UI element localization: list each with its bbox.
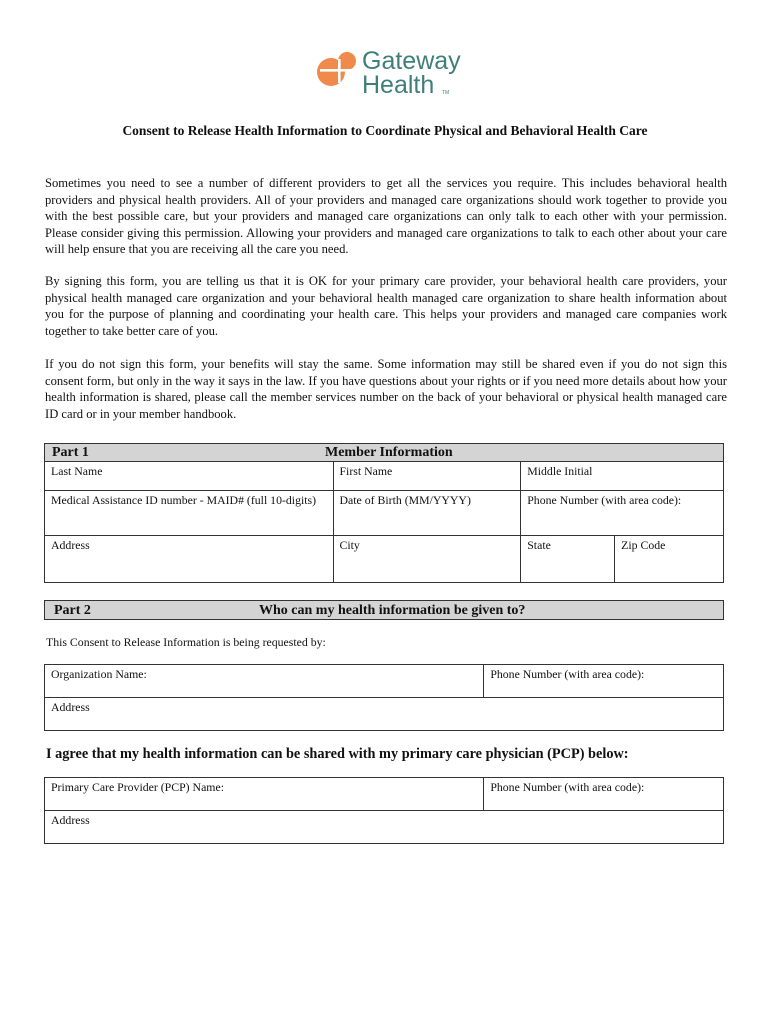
pcp-agreement-heading: I agree that my health information can be shared with my primary care physician (PCP) below:	[46, 746, 629, 762]
logo-word-gateway: Gateway	[362, 47, 461, 75]
not-signing-paragraph: If you do not sign this form, your benefits will stay the same. Some information may still be shared even if you do not sign this consent form, but only in the way it says in the law. If you have questions about your rights or if you need more details about how your health information is shared, please call the member services number on the back of your behavioral or physical health managed care ID card or in your member handbook.	[45, 357, 727, 421]
pcp-table	[44, 777, 724, 844]
logo-circle-small	[338, 52, 356, 70]
last-name-field[interactable]: Last Name	[45, 462, 334, 491]
part2-label: Part 2	[54, 603, 91, 618]
pcp-address-field[interactable]: Address	[45, 811, 724, 844]
logo-word-health: Health	[362, 71, 435, 99]
organization-table	[44, 664, 724, 731]
part1-title: Member Information	[325, 445, 453, 460]
dob-field[interactable]: Date of Birth (MM/YYYY)	[333, 491, 521, 536]
member-phone-field[interactable]: Phone Number (with area code):	[521, 491, 724, 536]
organization-phone-field[interactable]: Phone Number (with area code):	[484, 665, 724, 698]
city-field[interactable]: City	[333, 536, 521, 583]
part2-title: Who can my health information be given to?	[259, 603, 526, 618]
intro-paragraph: Sometimes you need to see a number of different providers to get all the services you require. This includes behavioral health providers and physical health providers. All of your providers and managed care organizations should work together to provide you with the best possible care, but your providers and managed care organizations can only talk to each other with your permission. Please consider giving this permission. Allowing your providers and managed care organizations to talk to each other about your care will help ensure that you are receiving all the care you need.	[45, 176, 727, 256]
logo-gap-horizontal	[320, 69, 358, 72]
middle-initial-field[interactable]: Middle Initial	[521, 462, 724, 491]
part1-header	[44, 443, 724, 462]
signing-paragraph: By signing this form, you are telling us that it is OK for your primary care provider, your behavioral health care providers, your physical health managed care organization and your behavioral health managed care organization to share health information about you for the purpose of planning and coordinating your health care. This helps your providers and managed care companies work together to take better care of you.	[45, 274, 727, 338]
maid-field[interactable]: Medical Assistance ID number - MAID# (full 10-digits)	[45, 491, 334, 536]
zip-code-field[interactable]: Zip Code	[615, 536, 724, 583]
state-field[interactable]: State	[521, 536, 615, 583]
pcp-name-field[interactable]: Primary Care Provider (PCP) Name:	[45, 778, 484, 811]
first-name-field[interactable]: First Name	[333, 462, 521, 491]
logo-mark-icon	[316, 48, 362, 94]
logo-trademark: TM	[442, 90, 450, 96]
organization-address-field[interactable]: Address	[45, 698, 724, 731]
member-address-field[interactable]: Address	[45, 536, 334, 583]
part2-header	[44, 600, 724, 620]
gateway-health-logo	[316, 48, 476, 100]
part1-label: Part 1	[52, 445, 89, 460]
organization-name-field[interactable]: Organization Name:	[45, 665, 484, 698]
page-title: Consent to Release Health Information to Coordinate Physical and Behavioral Health Care	[122, 123, 648, 138]
pcp-phone-field[interactable]: Phone Number (with area code):	[484, 778, 724, 811]
member-information-table	[44, 461, 724, 583]
requested-by-text: This Consent to Release Information is being requested by:	[46, 635, 326, 649]
